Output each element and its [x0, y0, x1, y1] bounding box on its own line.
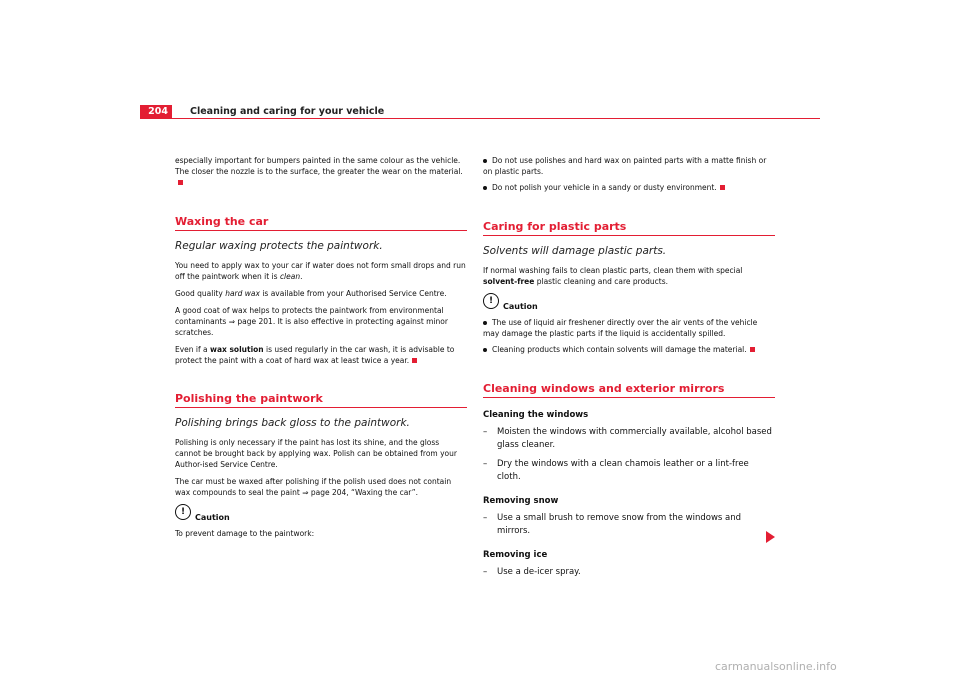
arrow-right-icon	[766, 531, 775, 543]
waxing-paragraph-1: You need to apply wax to your car if water does not form small drops and run off the paintwork when it is clean.	[175, 261, 466, 281]
subheading-removing-snow: Removing snow	[483, 496, 559, 506]
left-column	[175, 155, 467, 545]
plastic-paragraph: If normal washing fails to clean plastic parts, clean them with special solvent-free plastic cleaning and care products.	[483, 266, 743, 286]
header-rule	[172, 118, 820, 119]
subheading-removing-ice: Removing ice	[483, 550, 548, 560]
polishing-paragraph-2: The car must be waxed after polishing if the polish used does not contain wax compounds to seal the paint ⇒ page 204, “Waxing the car”.	[175, 477, 452, 497]
list-item: – Use a de-icer spray.	[483, 567, 581, 577]
bullet-icon	[483, 159, 487, 163]
bullet-item: Do not polish your vehicle in a sandy or dusty environment.	[483, 182, 775, 193]
waxing-paragraph-4: Even if a wax solution is used regularly in the car wash, it is advisable to protect the paint with a coat of hard wax at least twice a year.	[175, 345, 455, 365]
end-of-section-icon	[412, 358, 417, 363]
end-of-section-icon	[178, 180, 183, 185]
right-column	[483, 155, 775, 585]
section-title-plastic: Caring for plastic parts	[483, 220, 775, 236]
waxing-paragraph-3: A good coat of wax helps to protects the paintwork from environmental contaminants ⇒ page 201. It is also effective in protecting against minor scratches.	[175, 306, 448, 337]
polishing-paragraph-1: Polishing is only necessary if the paint has lost its shine, and the gloss cannot be brought back by applying wax. Polish can be obtained from your Author-ised Service Centre.	[175, 438, 457, 469]
waxing-paragraph-2: Good quality hard wax is available from your Authorised Service Centre.	[175, 289, 447, 298]
page-number: 204	[140, 105, 172, 119]
caution-heading: ! Caution	[483, 293, 775, 311]
list-item: – Dry the windows with a clean chamois leather or a lint-free cloth.	[483, 459, 749, 482]
section-title-windows: Cleaning windows and exterior mirrors	[483, 382, 775, 398]
section-subtitle-plastic: Solvents will damage plastic parts.	[483, 245, 667, 257]
bullet-icon	[483, 321, 487, 325]
caution-heading: ! Caution	[175, 504, 467, 522]
end-of-section-icon	[720, 185, 725, 190]
exclamation-circle-icon: !	[175, 504, 191, 520]
caution-text: To prevent damage to the paintwork:	[175, 529, 315, 538]
bullet-icon	[483, 348, 487, 352]
bullet-item: The use of liquid air freshener directly over the air vents of the vehicle may damage the plastic parts if the liquid is accidentally spilled.	[483, 318, 758, 338]
exclamation-circle-icon: !	[483, 293, 499, 309]
list-item: – Use a small brush to remove snow from the windows and mirrors.	[483, 513, 742, 536]
end-of-section-icon	[750, 347, 755, 352]
watermark: carmanualsonline.info	[715, 660, 837, 673]
intro-paragraph: especially important for bumpers painted in the same colour as the vehicle. The closer the nozzle is to the surface, the greater the wear on the material.	[175, 155, 467, 188]
bullet-item: Do not use polishes and hard wax on painted parts with a matte finish or on plastic parts.	[483, 156, 767, 176]
page-header-title: Cleaning and caring for your vehicle	[190, 106, 385, 117]
list-item: – Moisten the windows with commercially available, alcohol based glass cleaner.	[483, 427, 772, 450]
subheading-cleaning-windows: Cleaning the windows	[483, 410, 589, 420]
section-subtitle-waxing: Regular waxing protects the paintwork.	[175, 240, 383, 252]
section-subtitle-polishing: Polishing brings back gloss to the paintwork.	[175, 417, 410, 429]
bullet-icon	[483, 186, 487, 190]
section-title-waxing: Waxing the car	[175, 215, 467, 231]
bullet-item: Cleaning products which contain solvents will damage the material.	[483, 344, 775, 355]
section-title-polishing: Polishing the paintwork	[175, 392, 467, 408]
